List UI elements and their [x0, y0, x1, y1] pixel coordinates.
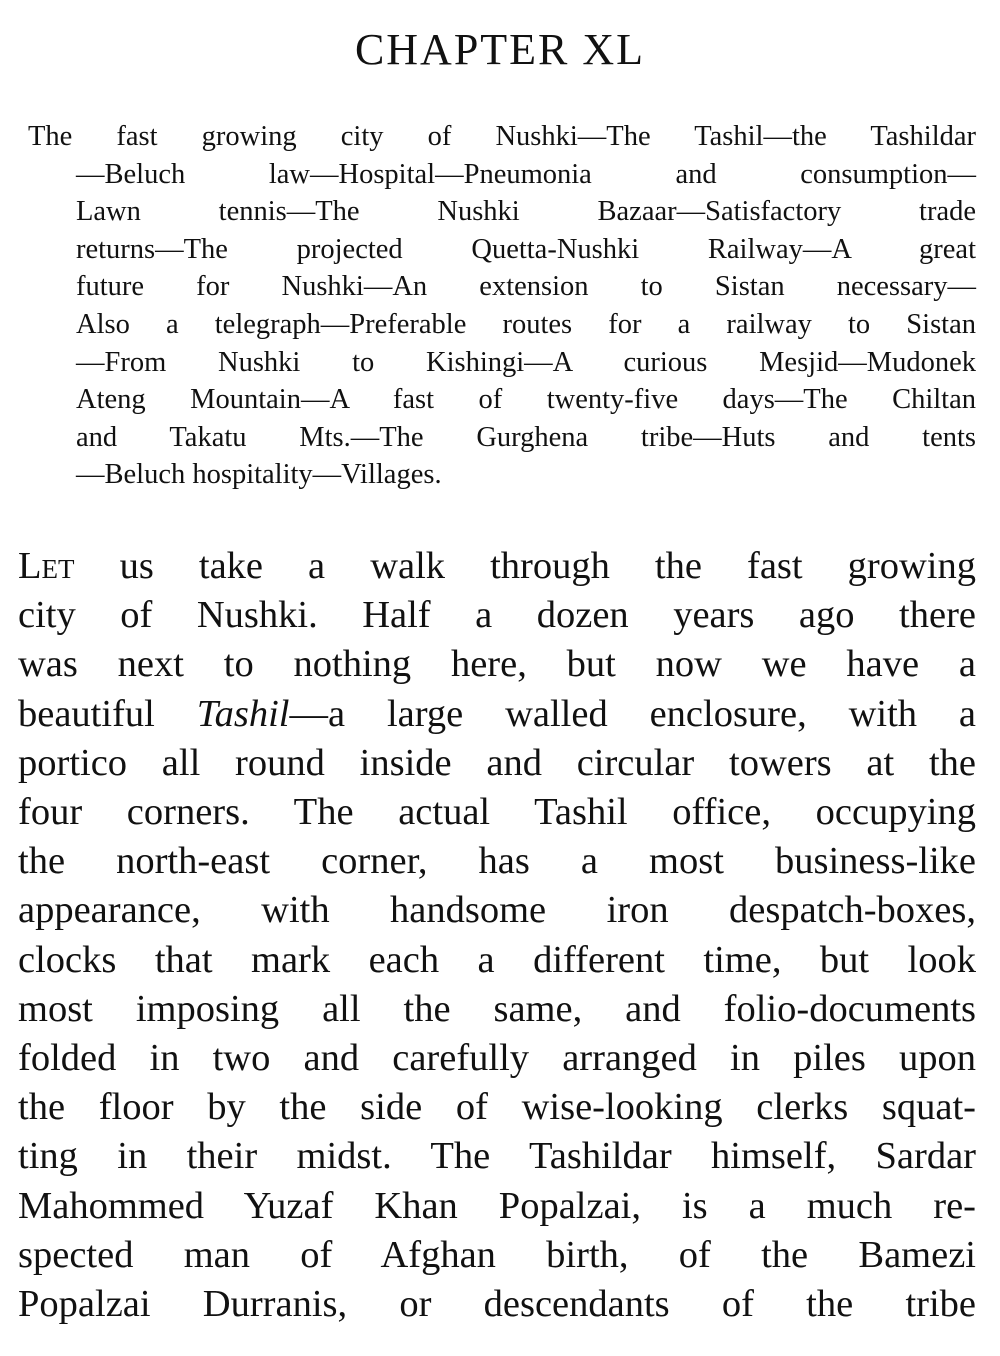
body-line-text: us take a walk through the fast growing — [74, 545, 976, 587]
drop-word: Let — [18, 545, 75, 587]
summary-line: Lawn tennis—The Nushki Bazaar—Satisfactory trade — [76, 196, 976, 228]
body-line: four corners. The actual Tashil office, occupying — [18, 791, 976, 834]
summary-line: —Beluch law—Hospital—Pneumonia and consumption— — [76, 158, 976, 190]
summary-line: Ateng Mountain—A fast of twenty-five days—The Chiltan — [76, 384, 976, 416]
italic-term: Tashil — [196, 692, 290, 735]
summary-line: —Beluch hospitality—Villages. — [76, 459, 442, 491]
body-line: Popalzai Durranis, or descendants of the tribe — [18, 1283, 976, 1326]
body-line: appearance, with handsome iron despatch-boxes, — [18, 889, 976, 932]
body-line: portico all round inside and circular towers at the — [18, 741, 976, 784]
body-line: most imposing all the same, and folio-documents — [18, 987, 976, 1030]
summary-line: —From Nushki to Kishingi—A curious Mesjid—Mudonek — [76, 346, 976, 378]
body-paragraph — [18, 542, 976, 1329]
chapter-summary — [28, 118, 976, 494]
summary-line: The fast growing city of Nushki—The Tashil—the Tashildar — [28, 121, 976, 152]
body-line-text: beautiful — [18, 692, 197, 735]
body-line: was next to nothing here, but now we have a — [18, 643, 976, 686]
body-line: the floor by the side of wise-looking clerks squat- — [18, 1086, 976, 1129]
summary-line: returns—The projected Quetta-Nushki Railway—A great — [76, 233, 976, 265]
summary-line: and Takatu Mts.—The Gurghena tribe—Huts and tents — [76, 421, 976, 453]
body-line: the north-east corner, has a most business-like — [18, 840, 976, 883]
body-line: folded in two and carefully arranged in piles upon — [18, 1037, 976, 1080]
body-line-text: —a large walled enclosure, with a — [289, 692, 976, 735]
summary-line: future for Nushki—An extension to Sistan necessary— — [76, 271, 976, 303]
body-line — [18, 690, 976, 739]
body-line — [18, 542, 976, 591]
body-line: Mahommed Yuzaf Khan Popalzai, is a much re- — [18, 1184, 976, 1227]
chapter-title: CHAPTER XL — [354, 25, 646, 74]
body-line: city of Nushki. Half a dozen years ago there — [18, 594, 976, 637]
body-line: clocks that mark each a different time, but look — [18, 938, 976, 981]
body-line: ting in their midst. The Tashildar himself, Sardar — [18, 1135, 976, 1178]
body-line: spected man of Afghan birth, of the Bamezi — [18, 1233, 976, 1276]
summary-line: Also a telegraph—Preferable routes for a railway to Sistan — [76, 308, 976, 340]
